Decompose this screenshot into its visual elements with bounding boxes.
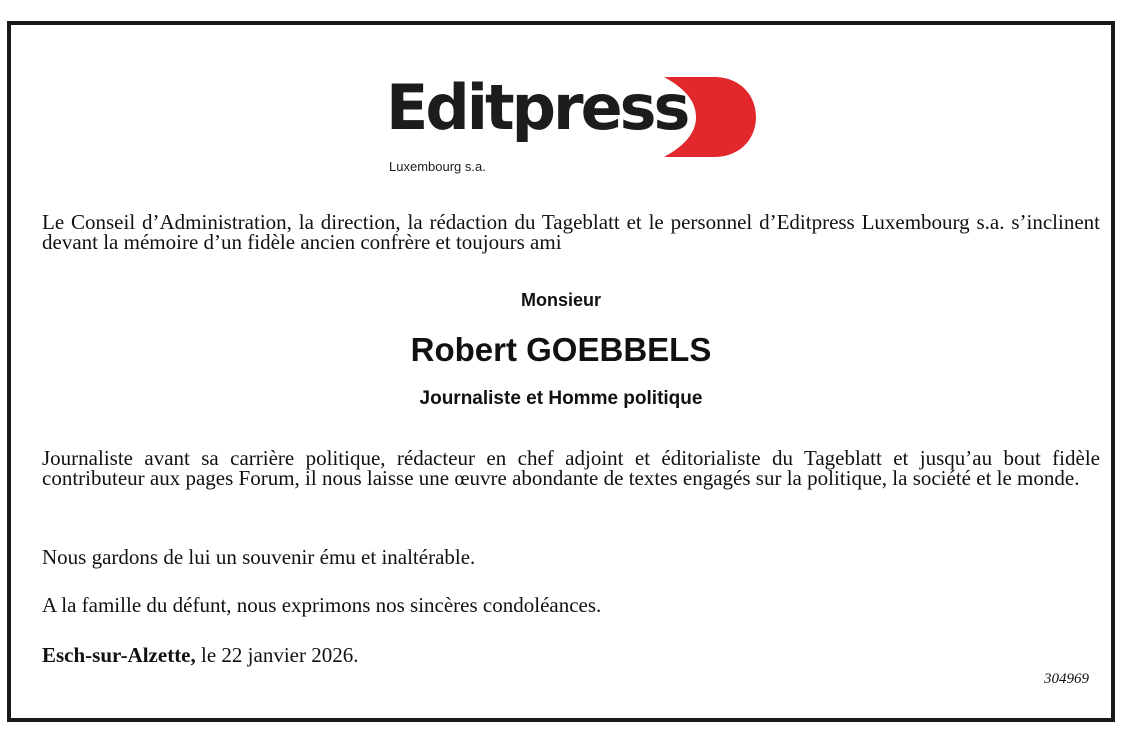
- logo-wordmark: Editpress: [386, 71, 688, 144]
- deceased-role: Journaliste et Homme politique: [419, 388, 703, 409]
- place: Esch-sur-Alzette,: [42, 643, 196, 667]
- editpress-logo: [386, 71, 766, 181]
- logo-swoosh-icon: [656, 77, 756, 157]
- date: le 22 janvier 2026.: [195, 643, 359, 667]
- intro-paragraph: Le Conseil d’Administration, la direction, la rédaction du Tageblatt et le personnel d’Editpress Luxembourg s.a. s’inclinent devant la mémoire d’un fidèle ancien confrère et toujours ami: [42, 210, 1100, 254]
- memory-paragraph: Nous gardons de lui un souvenir ému et inaltérable.: [42, 545, 476, 569]
- logo-subtitle: Luxembourg s.a.: [389, 159, 486, 174]
- reference-number: 304969: [1044, 671, 1089, 687]
- notice-frame: [7, 21, 1115, 722]
- deceased-name: Robert GOEBBELS: [410, 331, 712, 368]
- honorific: Monsieur: [520, 290, 601, 310]
- condolences-paragraph: A la famille du défunt, nous exprimons nos sincères condoléances.: [42, 593, 602, 617]
- tribute-paragraph: Journaliste avant sa carrière politique, rédacteur en chef adjoint et éditorialiste du Tageblatt et jusqu’au bout fidèle contributeur aux pages Forum, il nous laisse une œuvre abondante de textes engagés sur la politique, la société et le monde.: [42, 446, 1100, 490]
- place-date-line: [42, 643, 358, 668]
